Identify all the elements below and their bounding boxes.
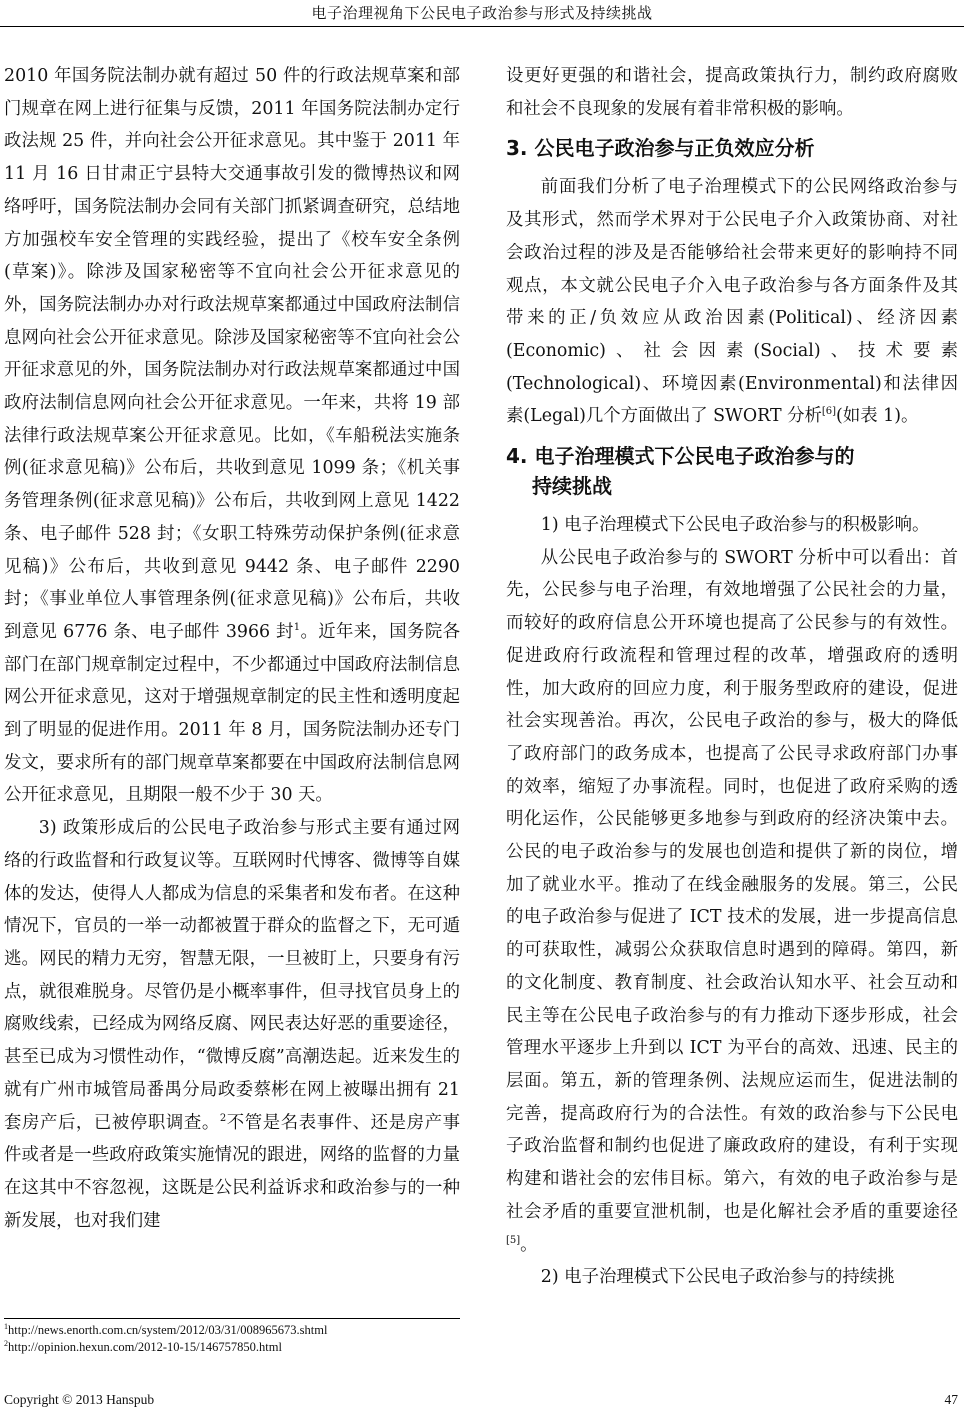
- section-heading-4: [506, 441, 958, 501]
- paragraph-text: (如表 1)。: [836, 406, 919, 427]
- footnote-rule: [4, 1318, 460, 1319]
- section-heading-3: 3. 公民电子政治参与正负效应分析: [506, 136, 815, 161]
- paragraph-text: 。近年来，国务院各部门在部门规章制定过程中，不少都通过中国政府法制信息网公开征求意见，这对于增强规章制定的民主性和透明度起到了明显的促进作用。2011 年 8 月，国务院法制办还专门发文，要求所有的部门规章草案都要在中国政府法制信息网公开征求意见，且期限一般不少于 30 天。: [4, 621, 460, 806]
- body-paragraph: [4, 60, 460, 812]
- body-paragraph: 2) 电子治理模式下公民电子政治参与的持续挑: [540, 1267, 895, 1288]
- page-number: 47: [944, 1392, 958, 1407]
- citation-ref[interactable]: [6]: [821, 406, 837, 418]
- footnote-item: [4, 1339, 460, 1356]
- paragraph-text: 从公民电子政治参与的 SWORT 分析中可以看出：首先，公民参与电子治理，有效地增强了公民社会的力量，而较好的政府信息公开环境也提高了公民参与的有效性。促进政府行政流程和管理过程的改革，增强政府的透明性，加大政府的回应力度，利于服务型政府的建设，促进社会实现善治。再次，公民电子政治的参与，极大的降低了政府部门的政务成本，也提高了公民寻求政府部门办事的效率，缩短了办事流程。同时，也促进了政府采购的透明化运作，公民能够更多地参与到政府的经济决策中去。公民的电子政治参与的发展也创造和提供了新的岗位，增加了就业水平。推动了在线金融服务的发展。第三，公民的电子政治参与促进了 ICT 技术的发展，进一步提高信息的可获取性，减弱公众获取信息时遇到的障碍。第四，新的文化制度、教育制度、社会政治认知水平、社会互动和民主等在公民电子政治参与的有力推动下逐步形成，社会管理水平逐步上升到以 ICT 为平台的高效、迅速、民主的层面。第五，新的管理条例、法规应运而生，促进法制的完善，提高政府行为的合法性。有效的政治参与下公民电子政治监督和制约也促进了廉政政府的建设，有利于实现构建和谐社会的宏伟目标。第六，有效的电子政治参与是社会矛盾的重要宣泄机制，也是化解社会矛盾的重要途径: [506, 547, 958, 1222]
- footnote-number: 1: [4, 1321, 8, 1331]
- body-paragraph: [506, 542, 958, 1261]
- body-paragraph: 设更好更强的和谐社会，提高政策执行力，制约政府腐败和社会不良现象的发展有着非常积极的影响。: [506, 66, 958, 119]
- header-rule: [0, 26, 964, 27]
- footnote-url[interactable]: http://opinion.hexun.com/2012-10-15/146757850.html: [8, 1340, 282, 1354]
- footnote-url[interactable]: http://news.enorth.com.cn/system/2012/03/31/008965673.shtml: [8, 1323, 328, 1337]
- heading-line: 4. 电子治理模式下公民电子政治参与的: [506, 444, 855, 469]
- paragraph-text: 3) 政策形成后的公民电子政治参与形式主要有通过网络的行政监督和行政复议等。互联网时代博客、微博等自媒体的发达，使得人人都成为信息的采集者和发布者。在这种情况下，官员的一举一动都被置于群众的监督之下，无可遁逃。网民的精力无穷，智慧无限，一旦被盯上，只要身有污点，就很难脱身。尽管仍是小概率事件，但寻找官员身上的腐败线索，已经成为网络反腐、网民表达好恶的重要途径，甚至已成为习惯性动作，“微博反腐”高潮迭起。近来发生的就有广州市城管局番禺分局政委蔡彬在网上被曝出拥有 21 套房产后，已被停职调查。: [4, 818, 460, 1133]
- running-header: 电子治理视角下公民电子政治参与形式及持续挑战: [311, 4, 653, 22]
- paragraph-text: 。: [520, 1234, 538, 1255]
- footnotes: [4, 1322, 460, 1356]
- body-paragraph: 1) 电子治理模式下公民电子政治参与的积极影响。: [540, 515, 930, 536]
- body-paragraph: [4, 812, 460, 1237]
- citation-ref[interactable]: [5]: [506, 1234, 521, 1246]
- right-column: [506, 60, 958, 1294]
- copyright-text: Copyright © 2013 Hanspub: [4, 1392, 155, 1407]
- paragraph-text: 2010 年国务院法制办就有超过 50 件的行政法规草案和部门规章在网上进行征集与反馈，2011 年国务院法制办定行政法规 25 件，并向社会公开征求意见。其中鉴于 2011 年 11 月 16 日甘肃正宁县特大交通事故引发的微博热议和网络呼吁，国务院法制办会同有关部门抓紧调查研究，总结地方加强校车安全管理的实践经验，提出了《校车安全条例(草案)》。除涉及国家秘密等不宜向社会公开征求意见的外，国务院法制办办对行政法规草案都通过中国政府法制信息网向社会公开征求意见。除涉及国家秘密等不宜向社会公开征求意见的外，国务院法制办对行政法规草案都通过中国政府法制信息网向社会公开征求意见。一年来，共将 19 部法律行政法规草案公开征求意见。比如，《车船税法实施条例(征求意见稿)》公布后，共收到意见 1099 条；《机关事务管理条例(征求意见稿)》公布后，共收到网上意见 1422 条、电子邮件 528 封；《女职工特殊劳动保护条例(征求意见稿)》公布后，共收到意见 9442 条、电子邮件 2290 封；《事业单位人事管理条例(征求意见稿)》公布后，共收到意见 6776 条、电子邮件 3966 封: [4, 66, 460, 642]
- footnote-item: [4, 1322, 460, 1339]
- footnote-number: 2: [4, 1338, 8, 1348]
- left-column: [4, 60, 460, 1237]
- page-footer: [4, 1392, 958, 1408]
- footnote-mark[interactable]: 1: [293, 622, 301, 634]
- footnote-mark[interactable]: 2: [219, 1112, 227, 1124]
- paragraph-text: 前面我们分析了电子治理模式下的公民网络政治参与及其形式，然而学术界对于公民电子介入政策协商、对社会政治过程的涉及是否能够给社会带来更好的影响持不同观点，本文就公民电子介入电子政治参与各方面条件及其带来的正/负效应从政治因素(Political)、经济因素(Economic)、社会因素(Social)、技术要素(Technological)、环境因素(Environmental)和法律因素(Legal)几个方面做出了 SWORT 分析: [506, 177, 958, 427]
- paragraph-text: 不管是名表事件、还是房产事件或者是一些政府政策实施情况的跟进，网络的监督的力量在这其中不容忽视，这既是公民利益诉求和政治参与的一种新发展，也对我们建: [4, 1112, 460, 1231]
- body-paragraph: [506, 171, 958, 433]
- heading-line: 持续挑战: [532, 474, 612, 499]
